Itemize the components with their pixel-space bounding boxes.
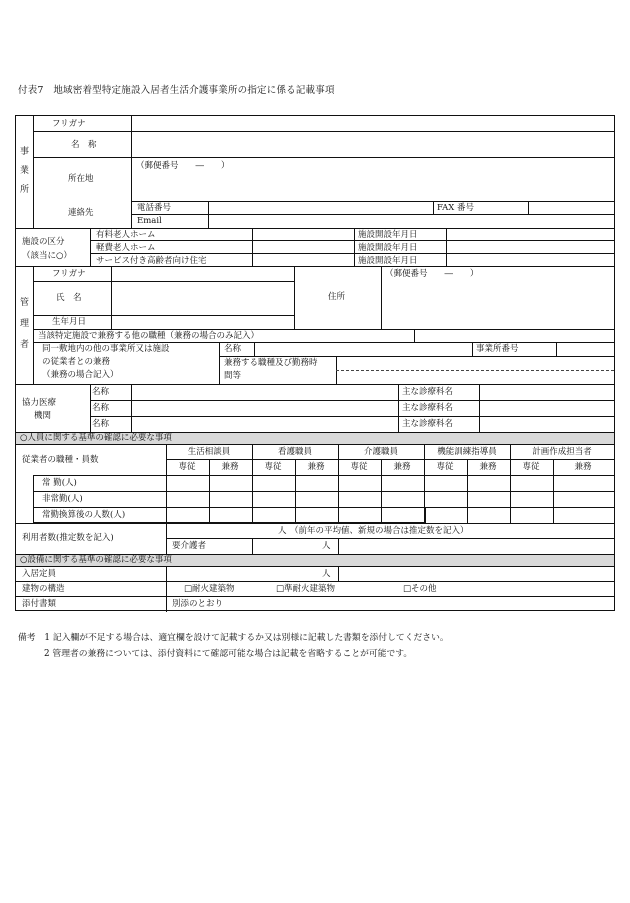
form-title: 付表7 地域密着型特定施設入居者生活介護事業所の指定に係る記載事項 <box>18 85 335 96</box>
full-2: 専従 <box>264 462 282 472</box>
job-hours-dashed-line <box>336 370 614 371</box>
row-fulltime: 常 勤(人) <box>42 478 77 488</box>
attachments-value: 別添のとおり <box>172 599 224 609</box>
staff-section-title: ○人員に関する基準の確認に必要な事項 <box>20 433 172 443</box>
full-1: 専従 <box>178 462 196 472</box>
attachments-label: 添付書類 <box>22 599 57 609</box>
manager-job-line2: 間等 <box>224 371 242 381</box>
full-5: 専従 <box>522 462 540 472</box>
office-postal-code: （郵便番号 ― ） <box>136 161 230 171</box>
office-address-label: 所在地 <box>68 174 94 184</box>
structure-label: 建物の構造 <box>22 584 65 594</box>
notes-head: 備考 <box>18 633 36 643</box>
note-1: 1 記入欄が不足する場合は、適宜欄を設けて記載するか又は別様に記載した書類を添付してください。 <box>44 633 449 643</box>
facility-type-1: 有料老人ホーム <box>96 230 156 240</box>
medical-dept-3: 主な診療科名 <box>402 419 454 429</box>
medical-name-1: 名称 <box>92 387 110 397</box>
role-trainer: 機能訓練指導員 <box>437 447 497 457</box>
manager-other-line1: 同一敷地内の他の事業所又は施設 <box>42 344 170 354</box>
note-2: 2 管理者の兼務については、添付資料にて確認可能な場合は記載を省略することが可能です。 <box>44 649 413 659</box>
role-counselor: 生活相談員 <box>187 447 231 457</box>
manager-job-line1: 兼務する職種及び勤務時 <box>224 358 318 368</box>
role-caregiver: 介護職員 <box>363 447 399 457</box>
part-2: 兼務 <box>307 462 325 472</box>
office-email-label: Email <box>137 216 162 226</box>
users-label: 利用者数(推定数を記入) <box>22 533 114 543</box>
manager-other-name-label: 名称 <box>224 344 242 354</box>
structure-semi-fireproof[interactable]: □準耐火建築物 <box>276 584 336 594</box>
application-form <box>15 115 615 611</box>
medical-name-2: 名称 <box>92 403 110 413</box>
medical-label-1: 協力医療 <box>22 398 57 408</box>
office-contact-label: 連絡先 <box>68 208 94 218</box>
manager-other-line2: の従業者との兼務 <box>42 357 111 367</box>
manager-postal-code: （郵便番号 ― ） <box>385 269 479 279</box>
manager-other-line3: （兼務の場合記入） <box>42 370 119 380</box>
office-name-label: 名 称 <box>71 140 97 150</box>
facility-type-hint: （該当に○） <box>22 251 72 261</box>
medical-name-3: 名称 <box>92 419 110 429</box>
manager-concurrent-facility: 当該特定施設で兼務する他の職種（兼務の場合のみ記入） <box>38 331 260 341</box>
manager-address-label: 住所 <box>328 292 346 302</box>
medical-dept-2: 主な診療科名 <box>402 403 454 413</box>
care-unit: 人 <box>322 541 331 551</box>
office-furigana-label: フリガナ <box>52 119 86 129</box>
full-4: 専従 <box>436 462 454 472</box>
row-parttime: 非常勤(人) <box>42 494 83 504</box>
care-label: 要介護者 <box>172 541 207 551</box>
part-1: 兼務 <box>221 462 239 472</box>
manager-furigana-label: フリガナ <box>52 269 86 279</box>
facility-opened-1: 施設開設年月日 <box>358 230 418 240</box>
notes <box>18 630 449 662</box>
capacity-unit: 人 <box>322 569 331 579</box>
medical-label-2: 機関 <box>34 411 52 421</box>
part-4: 兼務 <box>479 462 497 472</box>
capacity-label: 入居定員 <box>22 569 57 579</box>
row-fte: 常勤換算後の人数(人) <box>42 510 126 520</box>
office-label-2: 業 <box>20 166 30 176</box>
facility-type-2: 軽費老人ホーム <box>96 243 156 253</box>
medical-dept-1: 主な診療科名 <box>402 387 454 397</box>
structure-other[interactable]: □その他 <box>403 584 437 594</box>
users-unit: 人 <box>278 526 287 536</box>
part-3: 兼務 <box>393 462 411 472</box>
manager-label-2: 理 <box>20 319 30 329</box>
part-5: 兼務 <box>574 462 592 472</box>
full-3: 専従 <box>350 462 368 472</box>
manager-dob-label: 生年月日 <box>52 317 87 327</box>
manager-label-3: 者 <box>20 340 30 350</box>
manager-office-no-label: 事業所番号 <box>476 344 519 354</box>
structure-fireproof[interactable]: □耐火建築物 <box>184 584 235 594</box>
equipment-section-title: ○設備に関する基準の確認に必要な事項 <box>20 555 172 565</box>
office-fax-label: FAX 番号 <box>437 203 475 213</box>
users-note: （前年の平均値、新規の場合は推定数を記入） <box>290 526 469 536</box>
office-tel-label: 電話番号 <box>137 203 172 213</box>
office-label-1: 事 <box>20 147 30 157</box>
facility-opened-3: 施設開設年月日 <box>358 256 418 266</box>
manager-name-label: 氏 名 <box>56 293 82 303</box>
role-nurse: 看護職員 <box>277 447 313 457</box>
office-label-3: 所 <box>20 185 30 195</box>
facility-opened-2: 施設開設年月日 <box>358 243 418 253</box>
staff-label: 従業者の職種・員数 <box>22 455 99 465</box>
facility-type-label: 施設の区分 <box>22 237 65 247</box>
facility-type-3: サービス付き高齢者向け住宅 <box>96 256 207 266</box>
manager-label-1: 管 <box>20 298 30 308</box>
role-planner: 計画作成担当者 <box>532 447 592 457</box>
